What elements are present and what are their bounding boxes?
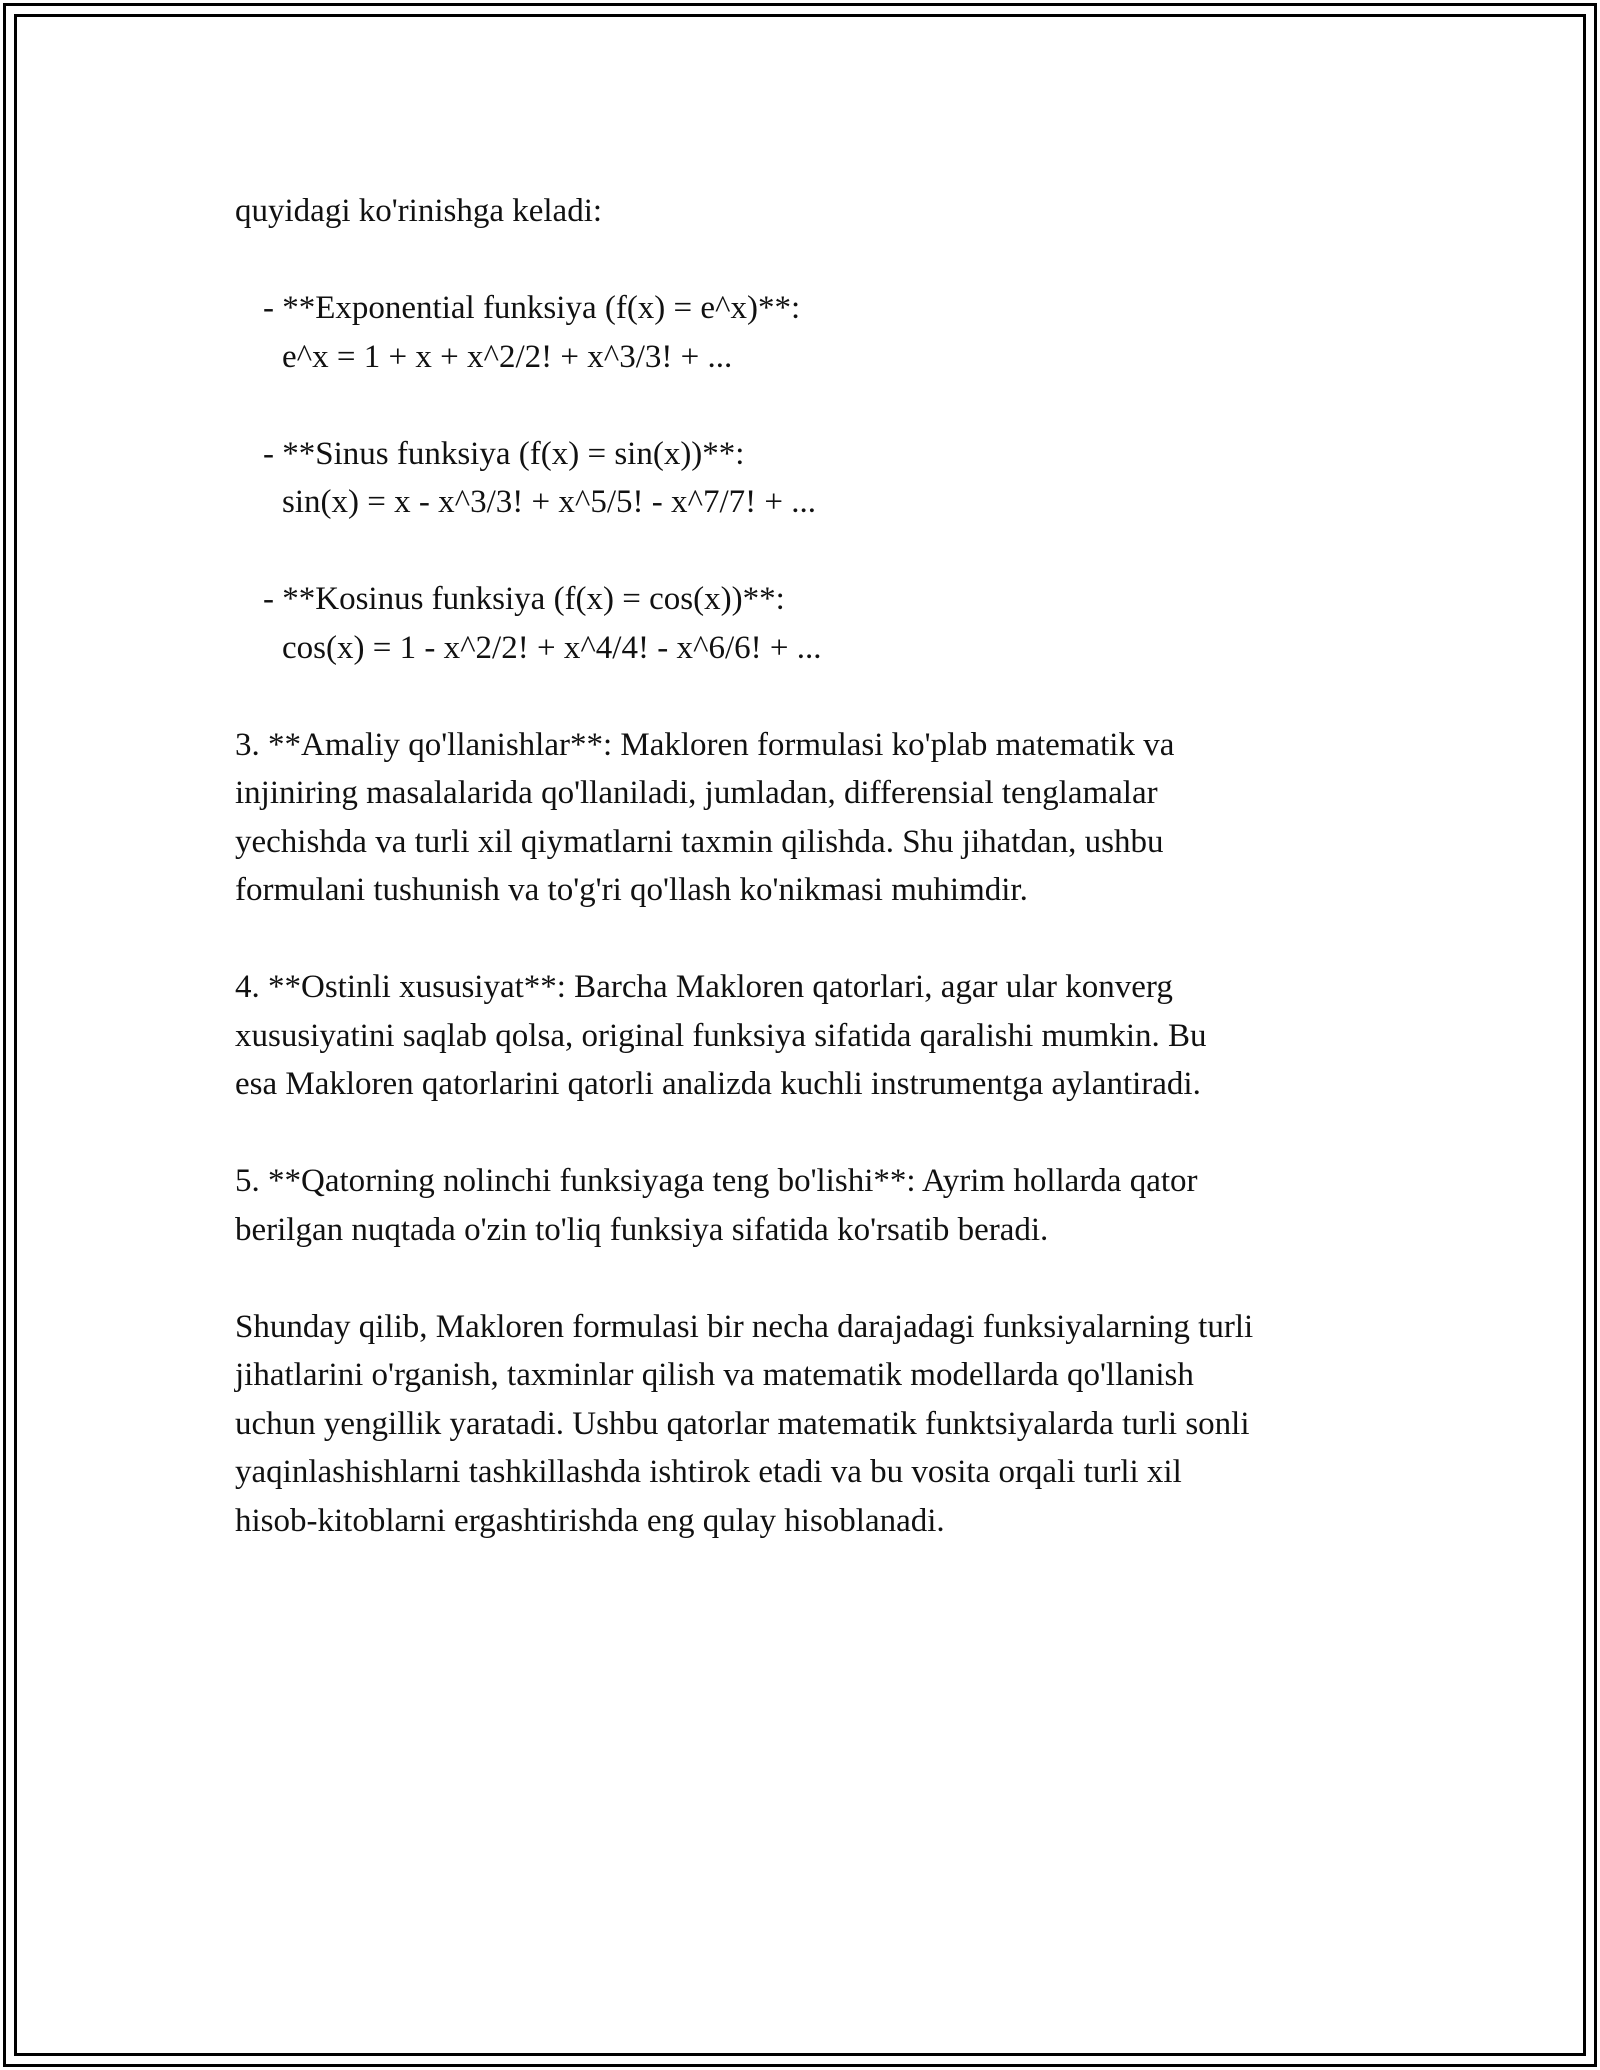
conclusion-line-1: Shunday qilib, Makloren formulasi bir necha darajadagi funksiyalarning turli xyxy=(235,1308,1254,1345)
conclusion-line-4: yaqinlashishlarni tashkillashda ishtirok etadi va bu vosita orqali turli xil xyxy=(235,1454,1182,1490)
section-5-line-1: 5. **Qatorning nolinchi funksiyaga teng bo'lishi**: Ayrim hollarda qator xyxy=(235,1163,1198,1199)
section-4-line-1: 4. **Ostinli xususiyat**: Barcha Makloren qatorlari, agar ular konverg xyxy=(235,969,1173,1005)
spacer xyxy=(235,236,1395,285)
spacer xyxy=(235,1109,1395,1158)
spacer xyxy=(235,672,1395,721)
conclusion-line-2: jihatlarini o'rganish, taxminlar qilish va matematik modellarda qo'llanish xyxy=(235,1357,1194,1393)
section-4-line-2: xususiyatini saqlab qolsa, original funksiya sifatida qaralishi mumkin. Bu xyxy=(235,1017,1207,1054)
section-5-line-2: berilgan nuqtada o'zin to'liq funksiya sifatida ko'rsatib beradi. xyxy=(235,1211,1049,1248)
sine-series-formula: sin(x) = x - x^3/3! + x^5/5! - x^7/7! + ... xyxy=(282,484,816,520)
spacer xyxy=(235,527,1395,576)
cosine-series-title: - **Kosinus funksiya (f(x) = cos(x))**: xyxy=(263,581,785,617)
section-3-line-4: formulani tushunish va to'g'ri qo'llash ko'nikmasi muhimdir. xyxy=(235,872,1028,908)
document-body xyxy=(235,187,1395,1545)
spacer xyxy=(235,381,1395,430)
spacer xyxy=(235,915,1395,964)
conclusion-line-5: hisob-kitoblarni ergashtirishda eng qulay hisoblanadi. xyxy=(235,1502,945,1539)
conclusion-line-3: uchun yengillik yaratadi. Ushbu qatorlar matematik funktsiyalarda turli sonli xyxy=(235,1405,1250,1442)
intro-line: quyidagi ko'rinishga keladi: xyxy=(235,193,603,229)
cosine-series-formula: cos(x) = 1 - x^2/2! + x^4/4! - x^6/6! + ... xyxy=(282,629,822,666)
section-3-line-2: injiniring masalalarida qo'llaniladi, jumladan, differensial tenglamalar xyxy=(235,775,1158,811)
section-3-line-1: 3. **Amaliy qo'llanishlar**: Makloren formulasi ko'plab matematik va xyxy=(235,726,1175,763)
sine-series-title: - **Sinus funksiya (f(x) = sin(x))**: xyxy=(263,435,745,472)
spacer xyxy=(235,1254,1395,1303)
exponential-series-title: - **Exponential funksiya (f(x) = e^x)**: xyxy=(263,290,801,326)
section-4-line-3: esa Makloren qatorlarini qatorli analizda kuchli instrumentga aylantiradi. xyxy=(235,1066,1201,1102)
section-3-line-3: yechishda va turli xil qiymatlarni taxmin qilishda. Shu jihatdan, ushbu xyxy=(235,823,1164,860)
exponential-series-formula: e^x = 1 + x + x^2/2! + x^3/3! + ... xyxy=(282,338,733,375)
